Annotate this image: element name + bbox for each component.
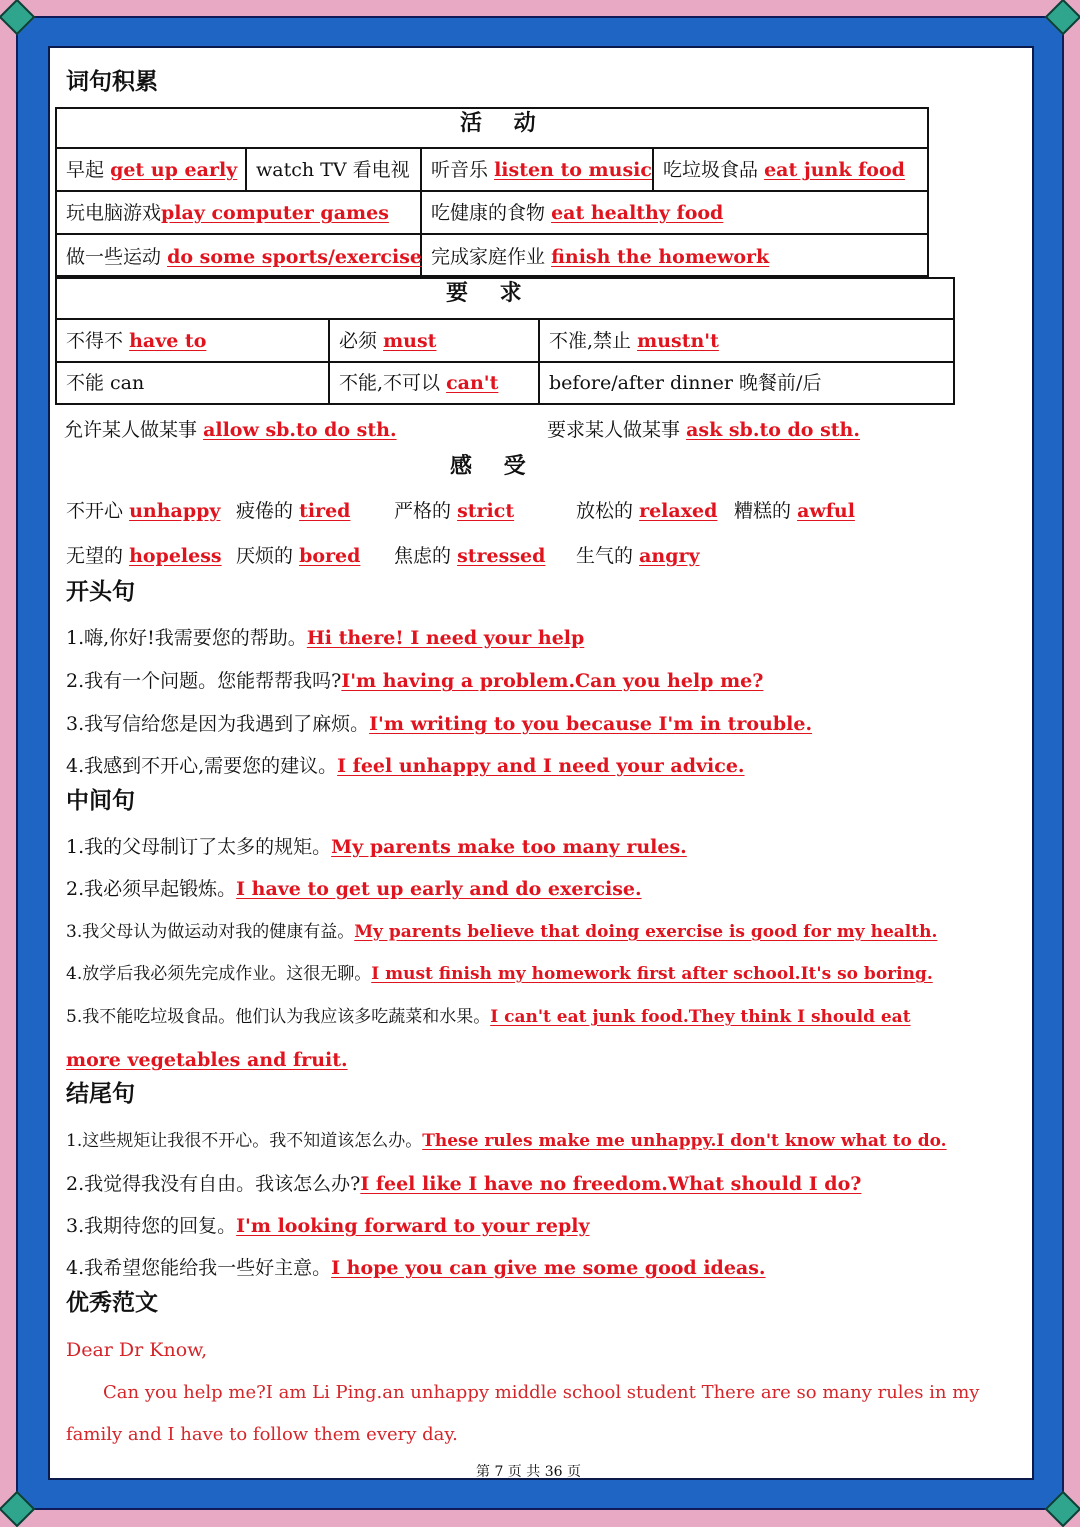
sentence-item: 4.我希望您能给我一些好主意。I hope you can give me some good ideas. (66, 1257, 766, 1279)
requirements-heading: 要 求 (446, 281, 534, 306)
vocab-item: 厌烦的 bored (236, 545, 361, 567)
vocab-item: 不准,禁止 mustn't (549, 330, 719, 352)
section-title-opening: 开头句 (66, 579, 135, 605)
vocab-item: 玩电脑游戏play computer games (66, 202, 389, 224)
vocab-item: 不得不 have to (66, 330, 207, 352)
vocab-item: 不开心 unhappy (66, 500, 221, 522)
vocab-item: 疲倦的 tired (236, 500, 351, 522)
vocab-item: 放松的 relaxed (576, 500, 718, 522)
vocab-item: 允许某人做某事 allow sb.to do sth. (64, 419, 397, 441)
vocab-item: 做一些运动 do some sports/exercise (66, 246, 422, 268)
vocab-item: 听音乐 listen to music (431, 159, 652, 181)
sentence-continuation: more vegetables and fruit. (66, 1049, 348, 1071)
letter-line: family and I have to follow them every day. (66, 1424, 458, 1445)
letter-greeting: Dear Dr Know, (66, 1339, 208, 1361)
letter-line: Can you help me?I am Li Ping.an unhappy middle school student There are so many rules in my (103, 1382, 980, 1403)
vocab-item: 不能 can (66, 372, 145, 394)
sentence-item: 3.我父母认为做运动对我的健康有益。My parents believe that doing exercise is good for my health. (66, 922, 938, 942)
vocab-item: before/after dinner 晚餐前/后 (549, 372, 822, 394)
sentence-item: 4.我感到不开心,需要您的建议。I feel unhappy and I need your advice. (66, 755, 745, 777)
feelings-heading: 感 受 (450, 454, 538, 479)
vocab-item: 完成家庭作业 finish the homework (431, 246, 770, 268)
sentence-item: 1.我的父母制订了太多的规矩。My parents make too many rules. (66, 836, 687, 858)
vocab-item: 生气的 angry (576, 545, 700, 567)
page-footer: 第 7 页 共 36 页 (476, 1464, 581, 1480)
sentence-item: 2.我觉得我没有自由。我该怎么办?I feel like I have no freedom.What should I do? (66, 1173, 862, 1195)
vocab-item: 吃健康的食物 eat healthy food (431, 202, 724, 224)
vocab-item: 糟糕的 awful (734, 500, 855, 522)
section-title-middle: 中间句 (66, 788, 135, 814)
sentence-item: 4.放学后我必须先完成作业。这很无聊。I must finish my homework first after school.It's so boring. (66, 964, 933, 984)
vocab-item: watch TV 看电视 (256, 159, 410, 181)
sentence-item: 1.嗨,你好!我需要您的帮助。Hi there! I need your help (66, 627, 585, 649)
sentence-item: 2.我必须早起锻炼。I have to get up early and do exercise. (66, 878, 642, 900)
sentence-item: 3.我期待您的回复。I'm looking forward to your reply (66, 1215, 590, 1237)
vocab-item: 早起 get up early (66, 159, 238, 181)
section-title-sample: 优秀范文 (66, 1290, 158, 1316)
vocab-item: 焦虑的 stressed (394, 545, 546, 567)
section-title-closing: 结尾句 (66, 1081, 135, 1107)
vocab-item: 无望的 hopeless (66, 545, 222, 567)
activities-heading: 活 动 (460, 111, 548, 136)
vocab-item: 吃垃圾食品 eat junk food (663, 159, 905, 181)
sentence-item: 3.我写信给您是因为我遇到了麻烦。I'm writing to you because I'm in trouble. (66, 713, 813, 735)
vocab-item: 必须 must (339, 330, 437, 352)
vocab-item: 要求某人做某事 ask sb.to do sth. (547, 419, 860, 441)
sentence-item: 2.我有一个问题。您能帮帮我吗?I'm having a problem.Can you help me? (66, 670, 764, 692)
sentence-item: 1.这些规矩让我很不开心。我不知道该怎么办。These rules make me unhappy.I don't know what to do. (66, 1131, 947, 1151)
sentence-item: 5.我不能吃垃圾食品。他们认为我应该多吃蔬菜和水果。I can't eat junk food.They think I should eat (66, 1007, 911, 1027)
section-title-vocab: 词句积累 (66, 69, 158, 95)
vocab-item: 不能,不可以 can't (339, 372, 499, 394)
vocab-item: 严格的 strict (394, 500, 515, 522)
